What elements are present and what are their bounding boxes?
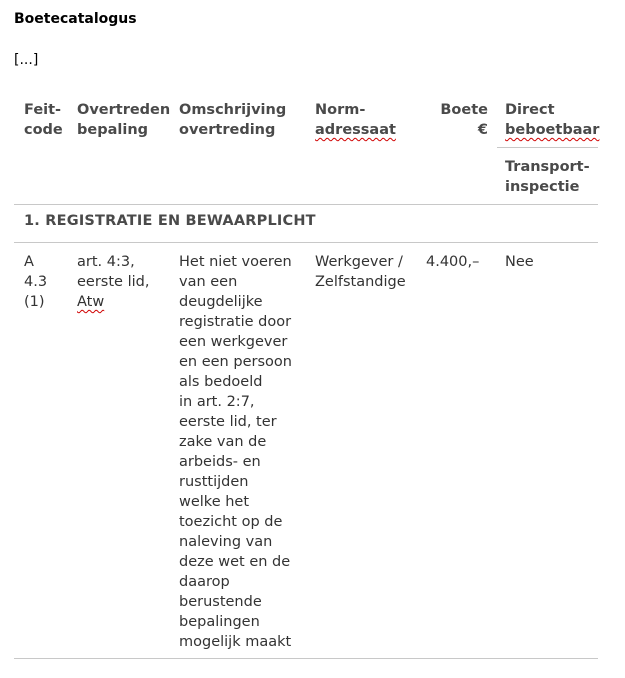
feitcode-line: 4.3 [24, 274, 48, 290]
header-feitcode-line1: Feit- [24, 102, 62, 118]
header-direct-line2: beboetbaar [505, 122, 600, 138]
table-bottom-rule [14, 658, 598, 659]
cell-boete: 4.400,– [426, 254, 480, 270]
header-normadressaat-line2: adressaat [315, 122, 396, 138]
normadressaat-line: Werkgever / [315, 254, 403, 270]
omschrijving-line: deugdelijke [179, 294, 263, 310]
omschrijving-line: als bedoeld [179, 374, 263, 390]
omschrijving-line: en een persoon [179, 354, 292, 370]
header-bepaling-line2: bepaling [77, 122, 149, 138]
header-boete-currency: € [477, 122, 488, 138]
cell-direct-beboetbaar: Nee [505, 254, 534, 270]
header-normadressaat [315, 100, 396, 140]
subheader-divider [497, 147, 598, 148]
feitcode-line: (1) [24, 294, 45, 310]
header-feitcode [24, 100, 63, 140]
cell-bepaling [77, 252, 149, 312]
omschrijving-line: bepalingen [179, 614, 260, 630]
normadressaat-line: Zelfstandige [315, 274, 406, 290]
header-transport-line2: inspectie [505, 179, 580, 195]
omschrijving-line: registratie door [179, 314, 292, 330]
section-divider [14, 242, 598, 243]
omschrijving-line: van een [179, 274, 238, 290]
cell-normadressaat [315, 252, 406, 292]
omschrijving-line: Het niet voeren [179, 254, 292, 270]
omschrijving-line: deze wet en de [179, 554, 291, 570]
cell-omschrijving [179, 252, 292, 652]
omschrijving-line: berustende [179, 594, 262, 610]
header-overtreden-bepaling [77, 100, 170, 140]
section-title: 1. REGISTRATIE EN BEWAARPLICHT [24, 213, 316, 229]
header-feitcode-line2: code [24, 122, 63, 138]
omschrijving-line: welke het [179, 494, 250, 510]
header-omschrijving-line2: overtreding [179, 122, 276, 138]
header-direct-beboetbaar [505, 100, 599, 140]
header-bepaling-line1: Overtreden [77, 102, 171, 118]
feitcode-line: A [24, 254, 34, 270]
bepaling-law: Atw [77, 294, 105, 310]
header-transportinspectie [505, 157, 590, 197]
omschrijving-line: naleving van [179, 534, 273, 550]
header-transport-line1: Transport- [505, 159, 590, 175]
header-normadressaat-line1: Norm- [315, 102, 366, 118]
header-omschrijving [179, 100, 286, 140]
header-divider [14, 204, 598, 205]
omschrijving-line: daarop [179, 574, 230, 590]
omschrijving-line: arbeids- en [179, 454, 261, 470]
omschrijving-line: in art. 2:7, [179, 394, 255, 410]
omschrijving-line: een werkgever [179, 334, 288, 350]
omschrijving-line: toezicht op de [179, 514, 283, 530]
header-omschrijving-line1: Omschrijving [179, 102, 287, 118]
omschrijving-line: mogelijk maakt [179, 634, 292, 650]
cell-feitcode [24, 252, 47, 312]
omission-marker: [...] [14, 52, 39, 68]
header-direct-line1: Direct [505, 102, 555, 118]
omschrijving-line: zake van de [179, 434, 267, 450]
document-title: Boetecatalogus [14, 11, 137, 27]
omschrijving-line: rusttijden [179, 474, 249, 490]
bepaling-line: eerste lid, [77, 274, 150, 290]
header-boete [420, 100, 488, 140]
header-boete-line1: Boete [440, 102, 488, 118]
bepaling-line: art. 4:3, [77, 254, 135, 270]
omschrijving-line: eerste lid, ter [179, 414, 277, 430]
